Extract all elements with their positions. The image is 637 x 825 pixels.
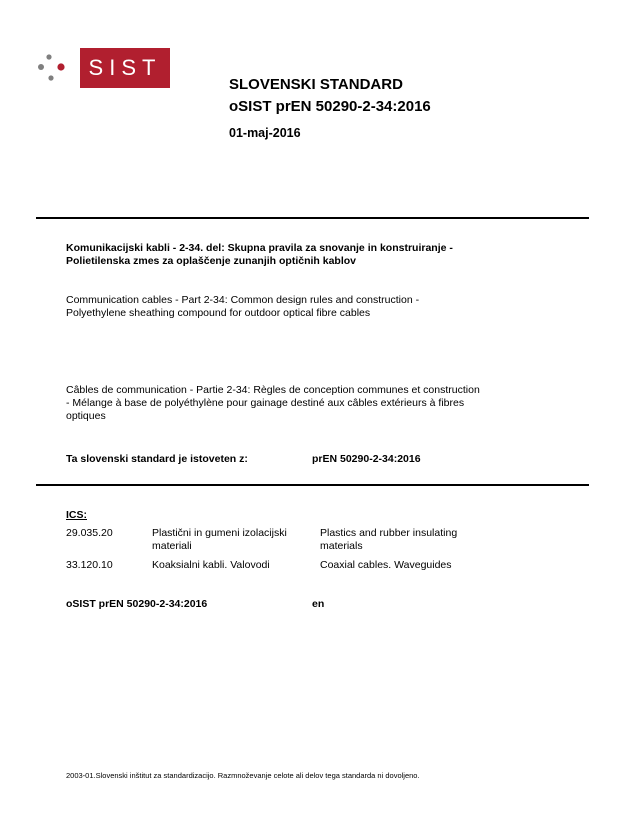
ics-label: ICS:	[66, 509, 87, 521]
title-english	[66, 294, 586, 320]
ics-en-line: Plastics and rubber insulating	[320, 527, 458, 539]
sist-logo	[80, 48, 170, 88]
standard-code: oSIST prEN 50290-2-34:2016	[229, 98, 431, 115]
logo-dot	[48, 75, 53, 80]
logo-dot	[38, 64, 44, 70]
title-french	[66, 384, 586, 423]
ics-slovenian	[152, 559, 270, 572]
sist-logo-text: SIST	[88, 55, 162, 80]
title-en-line: Communication cables - Part 2-34: Common design rules and construction -	[66, 294, 420, 306]
divider-bottom	[36, 484, 589, 486]
ics-sl-line: Koaksialni kabli. Valovodi	[152, 559, 270, 571]
logo-dot	[57, 63, 64, 70]
title-fr-line: - Mélange à base de polyéthylène pour gainage destiné aux câbles extérieurs à fibres	[66, 397, 465, 409]
ics-code: 29.035.20	[66, 527, 113, 539]
title-sl-line: Polietilenska zmes za oplaščenje zunanjih optičnih kablov	[66, 255, 356, 267]
title-fr-line: optiques	[66, 410, 106, 422]
logo-dot	[46, 54, 51, 59]
title-en-line: Polyethylene sheathing compound for outdoor optical fibre cables	[66, 307, 371, 319]
title-slovenian	[66, 242, 586, 268]
ics-sl-line: Plastični in gumeni izolacijski	[152, 527, 287, 539]
identity-value: prEN 50290-2-34:2016	[312, 453, 421, 465]
title-sl-line: Komunikacijski kabli - 2-34. del: Skupna pravila za snovanje in konstruiranje -	[66, 242, 453, 254]
ics-english	[320, 559, 452, 572]
sist-logo-dots	[36, 52, 76, 86]
standard-date: 01-maj-2016	[229, 126, 301, 140]
ics-en-line: Coaxial cables. Waveguides	[320, 559, 452, 571]
ics-english	[320, 527, 457, 553]
ics-code: 33.120.10	[66, 559, 113, 571]
ics-en-line: materials	[320, 540, 363, 552]
ics-sl-line: materiali	[152, 540, 192, 552]
standard-type: SLOVENSKI STANDARD	[229, 76, 403, 93]
divider-top	[36, 217, 589, 219]
summary-code: oSIST prEN 50290-2-34:2016	[66, 598, 208, 610]
summary-language: en	[312, 598, 325, 610]
title-fr-line: Câbles de communication - Partie 2-34: Règles de conception communes et construction	[66, 384, 480, 396]
copyright-footer: 2003-01.Slovenski inštitut za standardizacijo. Razmnoževanje celote ali delov tega standarda ni dovoljeno.	[66, 771, 420, 780]
identity-label: Ta slovenski standard je istoveten z:	[66, 453, 248, 465]
ics-slovenian	[152, 527, 287, 553]
